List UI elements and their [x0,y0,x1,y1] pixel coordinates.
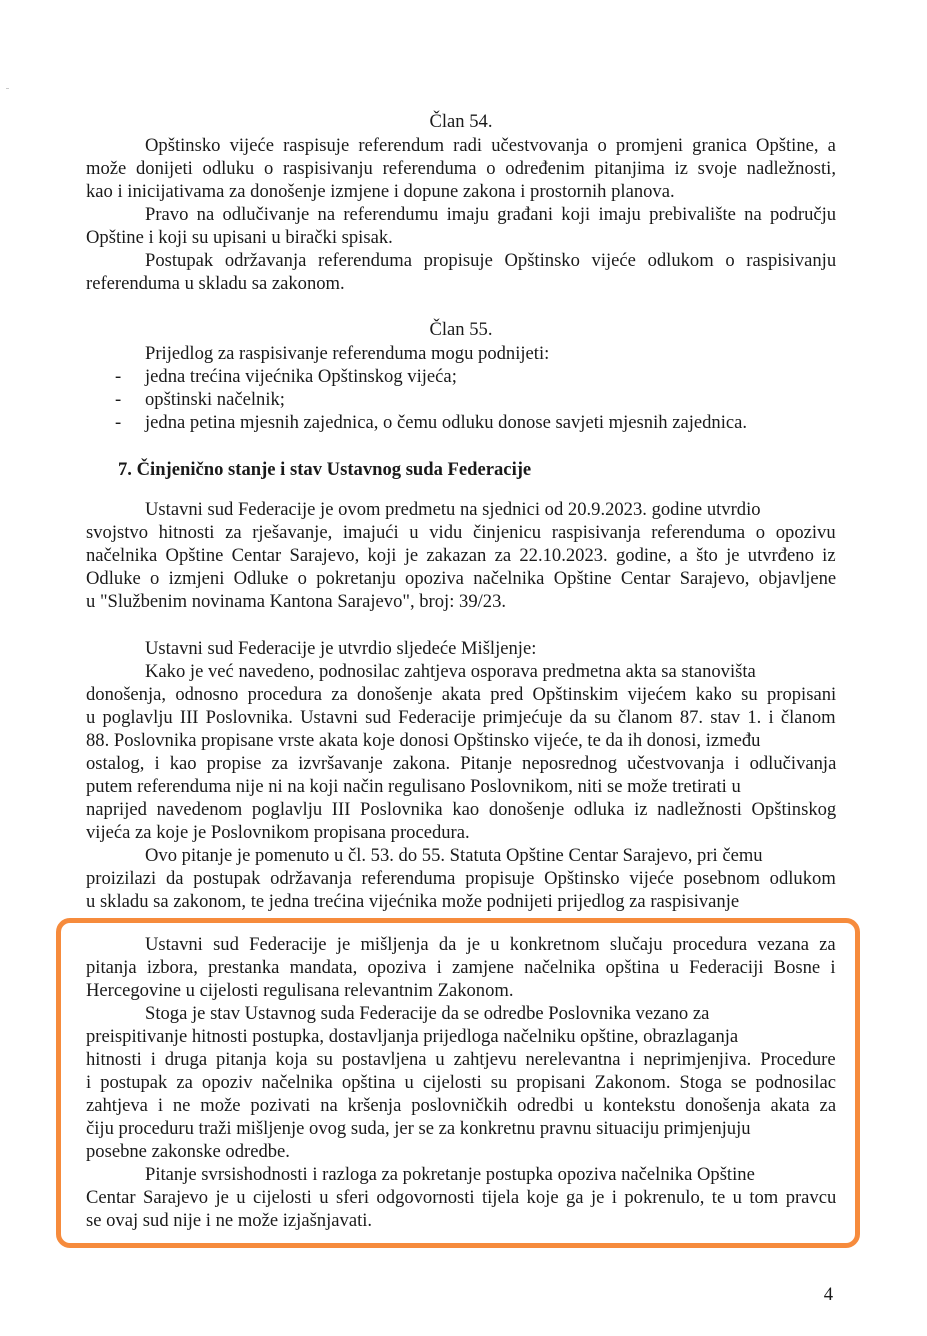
highlight-line: Centar Sarajevo je u cijelosti u sferi odgovornosti tijela koje ga je i pokrenulo, te u tom pravcu [86,1187,837,1208]
article-54-line: Opštine i koji su upisani u birački spisak. [86,227,393,248]
article-54-line: Postupak održavanja referenduma propisuje Opštinsko vijeće odlukom o raspisivanju [145,250,837,271]
body-line: naprijed navedenom poglavlju III Poslovnika kao donošenje odluka iz nadležnosti Opštinskog [86,799,837,820]
body-line: Ovo pitanje je pomenuto u čl. 53. do 55. Statuta Opštine Centar Sarajevo, pri čemu [145,845,763,866]
article-54-line: Pravo na odlučivanje na referendumu imaju građani koji imaju prebivalište na području [145,204,837,225]
highlight-line: čiju proceduru traži mišljenje ovog suda, jer se za konkretnu pravnu situaciju primjenjuju [86,1118,751,1139]
article-55-title: Član 55. [429,319,493,340]
body-line: Ustavni sud Federacije je utvrdio sljedeće Mišljenje: [145,638,537,659]
highlight-line: zahtjeva i ne može pozivati na kršenja poslovničkih odredbi u kontekstu donošenja akata za [86,1095,837,1116]
article-54-title: Član 54. [429,111,493,132]
page-number: 4 [823,1284,833,1305]
body-line: donošenja, odnosno procedura za donošenje akata pred Opštinskim vijećem kako su propisani [86,684,837,705]
list-bullet: - [115,366,122,387]
body-line: svojstvo hitnosti za rješavanje, imajući u vidu činjenicu raspisivanja referenduma o opozivu [86,522,836,543]
highlight-line: Hercegovine u cijelosti regulisana relevantnim Zakonom. [86,980,514,1001]
body-line: putem referenduma nije ni na koji način regulisano Poslovnikom, niti se može tretirati u [86,776,741,797]
list-bullet: - [115,412,122,433]
article-54-line: može donijeti odluku o raspisivanju referenduma o određenim pitanjima iz svoje nadležnosti, [86,158,836,179]
list-item: jedna trećina vijećnika Opštinskog vijeća; [145,366,457,387]
article-55-intro: Prijedlog za raspisivanje referenduma mogu podnijeti: [145,343,550,364]
highlight-line: hitnosti i druga pitanja koja su postavljena u zahtjevu nerelevantna i neprimjenjiva. Procedure [86,1049,836,1070]
body-line: u poglavlju III Poslovnika. Ustavni sud Federacije primjećuje da su članom 87. stav 1. i članom [86,707,836,728]
list-bullet: - [115,389,122,410]
body-line: u skladu sa zakonom, te jedna trećina vijećnika može podnijeti prijedlog za raspisivanje [86,891,740,912]
highlight-line: i postupak za opoziv načelnika opština u cijelosti su propisani Zakonom. Stoga se podnosilac [86,1072,836,1093]
body-line: Ustavni sud Federacije je ovom predmetu na sjednici od 20.9.2023. godine utvrdio [145,499,761,520]
body-line: proizilazi da postupak održavanja referenduma propisuje Opštinsko vijeće posebnom odlukom [86,868,836,889]
body-line: načelnika Opštine Centar Sarajevo, koji je zakazan za 22.10.2023. godine, a što je utvrđeno iz [86,545,836,566]
body-line: Kako je već navedeno, podnosilac zahtjeva osporava predmetna akta sa stanovišta [145,661,756,682]
section-heading: 7. Činjenično stanje i stav Ustavnog suda Federacije [118,459,532,480]
highlight-line: posebne zakonske odredbe. [86,1141,290,1162]
list-item: opštinski načelnik; [145,389,285,410]
highlight-line: Pitanje svrsishodnosti i razloga za pokretanje postupka opoziva načelnika Opštine [145,1164,755,1185]
body-line: 88. Poslovnika propisane vrste akata koje donosi Opštinsko vijeće, te da ih donosi, između [86,730,761,751]
article-54-line: Opštinsko vijeće raspisuje referendum radi učestvovanja o promjeni granica Opštine, a [145,135,836,156]
body-line: vijeća za koje je Poslovnikom propisana procedura. [86,822,470,843]
body-line: ostalog, i kao propise za izvršavanje zakona. Pitanje neposrednog učestvovanja i odlučivanja [86,753,837,774]
scan-mark [6,88,9,89]
body-line: Odluke o izmjeni Odluke o pokretanju opoziva načelnika Opštine Centar Sarajevo, objavljene [86,568,837,589]
highlight-line: Stoga je stav Ustavnog suda Federacije da se odredbe Poslovnika vezano za [145,1003,710,1024]
highlight-line: Ustavni sud Federacije je mišljenja da je u konkretnom slučaju procedura vezana za [145,934,836,955]
body-line: u "Službenim novinama Kantona Sarajevo", broj: 39/23. [86,591,507,612]
highlight-line: pitanja izbora, prestanka mandata, opoziva i zamjene načelnika opština u Federaciji Bosne i [86,957,836,978]
highlight-line: preispitivanje hitnosti postupka, dostavljanja prijedloga načelniku opštine, obrazlaganja [86,1026,739,1047]
article-54-line: referenduma u skladu sa zakonom. [86,273,345,294]
list-item: jedna petina mjesnih zajednica, o čemu odluku donose savjeti mjesnih zajednica. [145,412,748,433]
article-54-line: kao i inicijativama za donošenje izmjene i dopune zakona i prostornih planova. [86,181,675,202]
highlight-line: se ovaj sud nije i ne može izjašnjavati. [86,1210,373,1231]
